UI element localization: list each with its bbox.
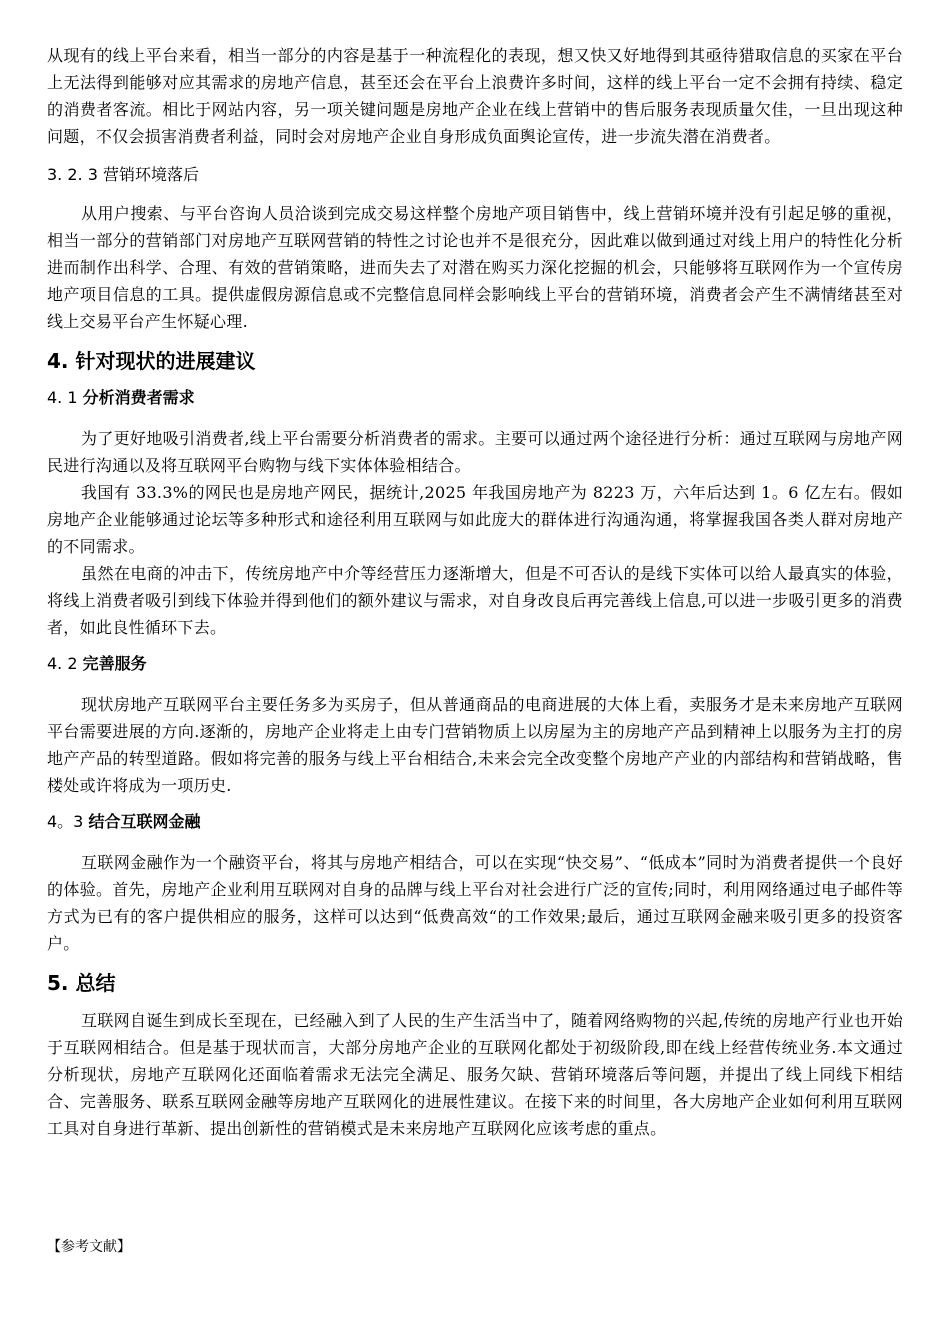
heading-4-2-number: 4. 2 [47,654,83,673]
paragraph-3-2-3: 从用户搜索、与平台咨询人员洽谈到完成交易这样整个房地产项目销售中，线上营销环境并没有引起足够的重视，相当一部分的营销部门对房地产互联网营销的特性之讨论也并不是很充分，因此难以做到通过对线上用户的特性化分析进而制作出科学、合理、有效的营销策略，进而失去了对潜在购买力深化挖掘的机会，只能够将互联网作为一个宣传房地产项目信息的工具。提供虚假房源信息或不完整信息同样会影响线上平台的营销环境，消费者会产生不满情绪甚至对线上交易平台产生怀疑心理. [47,204,903,331]
heading-section-4: 4. 针对现状的进展建议 [47,349,256,373]
paragraph-4-1-b: 我国有 33.3%的网民也是房地产网民，据统计,2025 年我国房地产为 8223 万，六年后达到 1。6 亿左右。假如房地产企业能够通过论坛等多种形式和途径利用互联网与如此庞大的群体进行沟通沟通，将掌握我国各类人群对房地产的不同需求。 [47,483,903,556]
heading-4-1-title: 分析消费者需求 [82,388,195,407]
heading-3-2-3: 3. 2. 3 营销环境落后 [47,165,199,184]
heading-4-2-title: 完善服务 [82,654,147,673]
intro-paragraph: 从现有的线上平台来看，相当一部分的内容是基于一种流程化的表现，想又快又好地得到其亟待猎取信息的买家在平台上无法得到能够对应其需求的房地产信息，甚至还会在平台上浪费许多时间，这样的线上平台一定不会拥有持续、稳定的消费者客流。相比于网站内容，另一项关键问题是房地产企业在线上营销中的售后服务表现质量欠佳，一旦出现这种问题，不仅会损害消费者利益，同时会对房地产企业自身形成负面舆论宣传，进一步流失潜在消费者。 [47,46,903,146]
heading-section-5: 5. 总结 [47,971,116,995]
heading-4-2 [47,651,903,677]
heading-4-3-number: 4。3 [47,812,89,831]
heading-4-1-number: 4. 1 [47,388,83,407]
references-label: 【参考文献】 [47,1239,131,1255]
heading-4-3-title: 结合互联网金融 [88,812,201,831]
heading-4-1 [47,385,903,411]
heading-4-3 [47,809,903,835]
paragraph-4-1-a: 为了更好地吸引消费者,线上平台需要分析消费者的需求。主要可以通过两个途径进行分析：通过互联网与房地产网民进行沟通以及将互联网平台购物与线下实体体验相结合。 [47,429,903,475]
paragraph-4-2: 现状房地产互联网平台主要任务多为买房子，但从普通商品的电商进展的大体上看，卖服务才是未来房地产互联网平台需要进展的方向.逐渐的，房地产企业将走上由专门营销物质上以房屋为主的房地产产品到精神上以服务为主打的房地产产品的转型道路。假如将完善的服务与线上平台相结合,未来会完全改变整个房地产产业的内部结构和营销战略，售楼处或许将成为一项历史. [47,695,903,795]
paragraph-5: 互联网自诞生到成长至现在，已经融入到了人民的生产生活当中了，随着网络购物的兴起,传统的房地产行业也开始于互联网相结合。但是基于现状而言，大部分房地产企业的互联网化都处于初级阶段,即在线上经营传统业务.本文通过分析现状，房地产互联网化还面临着需求无法完全满足、服务欠缺、营销环境落后等问题，并提出了线上同线下相结合、完善服务、联系互联网金融等房地产互联网化的进展性建议。在接下来的时间里，各大房地产企业如何利用互联网工具对自身进行革新、提出创新性的营销模式是未来房地产互联网化应该考虑的重点。 [47,1011,903,1138]
paragraph-4-3: 互联网金融作为一个融资平台，将其与房地产相结合，可以在实现“快交易”、“低成本”同时为消费者提供一个良好的体验。首先，房地产企业利用互联网对自身的品牌与线上平台对社会进行广泛的宣传;同时，利用网络通过电子邮件等方式为已有的客户提供相应的服务，这样可以达到“低费高效“的工作效果;最后，通过互联网金融来吸引更多的投资客户。 [47,853,903,953]
paragraph-4-1-c: 虽然在电商的冲击下，传统房地产中介等经营压力逐渐增大，但是不可否认的是线下实体可以给人最真实的体验，将线上消费者吸引到线下体验并得到他们的额外建议与需求，对自身改良后再完善线上信息,可以进一步吸引更多的消费者，如此良性循环下去。 [47,564,903,637]
